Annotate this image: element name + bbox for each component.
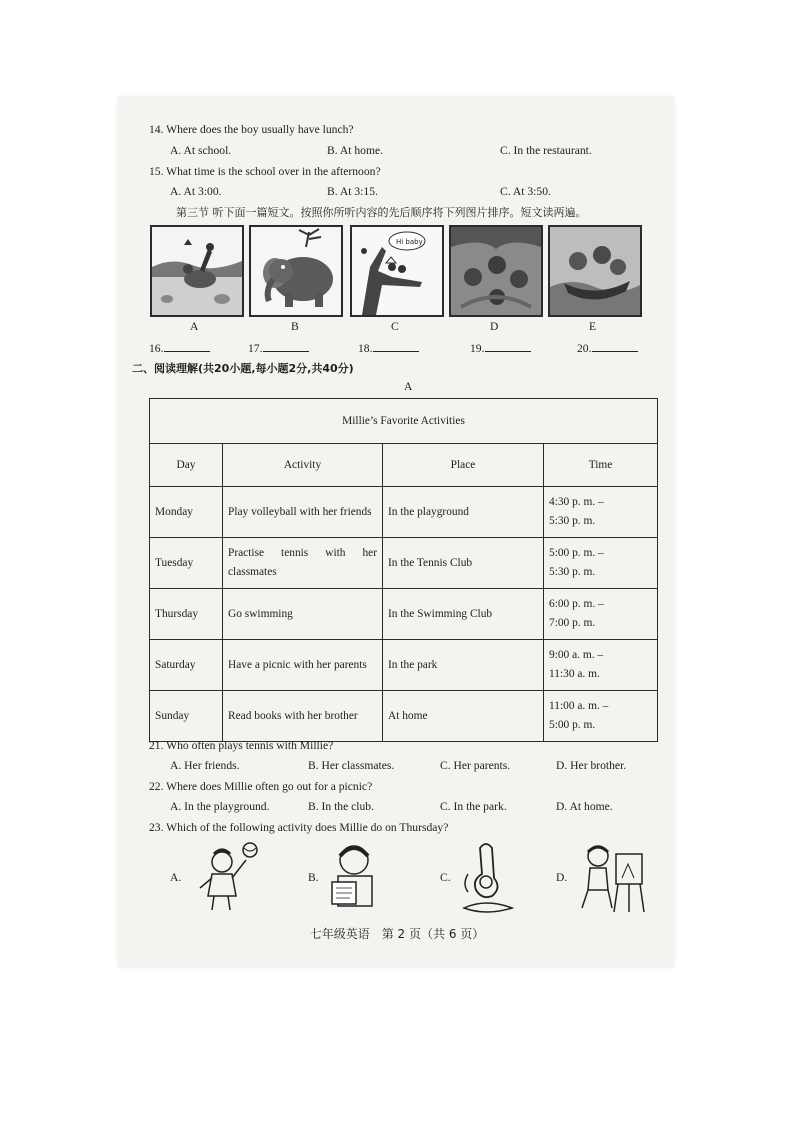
swimmer-icon — [456, 838, 526, 916]
picture-c-tree-birds — [350, 225, 444, 317]
header-activity: Activity — [223, 444, 383, 487]
q23-option-b: B. — [308, 871, 319, 884]
table-row — [150, 640, 658, 691]
q21-option-c: C. Her parents. — [440, 759, 511, 772]
q23-option-c: C. — [440, 871, 451, 884]
section3-instruction: 第三节 听下面一篇短文。按照你所听内容的先后顺序将下列图片排序。短文读两遍。 — [176, 206, 587, 219]
q22-option-a: A. In the playground. — [170, 800, 270, 813]
answer-blank-17[interactable]: 17. — [248, 340, 309, 355]
picture-label-d: D — [490, 320, 499, 333]
cell-time: 6:00 p. m. – 7:00 p. m. — [544, 589, 658, 640]
table-row — [150, 487, 658, 538]
cell-day: Tuesday — [150, 538, 223, 589]
reading-boy-icon — [320, 838, 390, 916]
table-row — [150, 538, 658, 589]
q23-option-a: A. — [170, 871, 182, 884]
painting-boy-icon — [576, 838, 646, 916]
cell-activity: Have a picnic with her parents — [223, 640, 383, 691]
answer-blank-16[interactable]: 16. — [149, 340, 210, 355]
cell-time: 5:00 p. m. – 5:30 p. m. — [544, 538, 658, 589]
cell-activity: Read books with her brother — [223, 691, 383, 742]
cell-day: Sunday — [150, 691, 223, 742]
page-footer: 七年级英语 第 2 页（共 6 页） — [309, 927, 485, 941]
cell-day: Monday — [150, 487, 223, 538]
picture-label-a: A — [190, 320, 199, 333]
header-time: Time — [544, 444, 658, 487]
question-15: 15. What time is the school over in the afternoon? — [149, 165, 381, 178]
cell-day: Thursday — [150, 589, 223, 640]
header-place: Place — [383, 444, 544, 487]
cell-time: 9:00 a. m. – 11:30 a. m. — [544, 640, 658, 691]
answer-blank-18[interactable]: 18. — [358, 340, 419, 355]
table-row — [150, 589, 658, 640]
cell-place: In the park — [383, 640, 544, 691]
picture-e-children-boat — [548, 225, 642, 317]
passage-label: A — [404, 380, 413, 393]
picture-b-elephant — [249, 225, 343, 317]
part2-heading: 二、阅读理解(共20小题,每小题2分,共40分) — [132, 362, 354, 375]
cell-place: In the Tennis Club — [383, 538, 544, 589]
speech-bubble-text: Hi baby — [396, 238, 423, 246]
q14-option-b: B. At home. — [327, 144, 384, 157]
picture-label-c: C — [391, 320, 399, 333]
q21-option-d: D. Her brother. — [556, 759, 627, 772]
volleyball-girl-icon — [188, 838, 258, 916]
picture-d-monkeys — [449, 225, 543, 317]
question-23: 23. Which of the following activity does Millie do on Thursday? — [149, 821, 449, 834]
cell-place: At home — [383, 691, 544, 742]
answer-blank-20[interactable]: 20. — [577, 340, 638, 355]
table-caption: Millie’s Favorite Activities — [150, 399, 658, 444]
q14-option-c: C. In the restaurant. — [500, 144, 592, 157]
question-21: 21. Who often plays tennis with Millie? — [149, 739, 334, 752]
q23-option-d: D. — [556, 871, 568, 884]
answer-blank-19[interactable]: 19. — [470, 340, 531, 355]
cell-place: In the playground — [383, 487, 544, 538]
q15-option-c: C. At 3:50. — [500, 185, 551, 198]
q14-option-a: A. At school. — [170, 144, 232, 157]
cell-day: Saturday — [150, 640, 223, 691]
q21-option-a: A. Her friends. — [170, 759, 240, 772]
header-day: Day — [150, 444, 223, 487]
q15-option-a: A. At 3:00. — [170, 185, 222, 198]
cell-time: 4:30 p. m. – 5:30 p. m. — [544, 487, 658, 538]
picture-label-e: E — [589, 320, 597, 333]
q22-option-d: D. At home. — [556, 800, 613, 813]
q22-option-c: C. In the park. — [440, 800, 507, 813]
q21-option-b: B. Her classmates. — [308, 759, 395, 772]
q22-option-b: B. In the club. — [308, 800, 375, 813]
cell-place: In the Swimming Club — [383, 589, 544, 640]
picture-a-birds — [150, 225, 244, 317]
question-22: 22. Where does Millie often go out for a picnic? — [149, 780, 373, 793]
picture-label-b: B — [291, 320, 299, 333]
question-14: 14. Where does the boy usually have lunch? — [149, 123, 354, 136]
q15-option-b: B. At 3:15. — [327, 185, 378, 198]
cell-activity: Play volleyball with her friends — [223, 487, 383, 538]
cell-time: 11:00 a. m. – 5:00 p. m. — [544, 691, 658, 742]
cell-activity: Practise tennis with her classmates — [223, 538, 383, 589]
table-row — [150, 691, 658, 742]
activities-table — [149, 398, 658, 742]
cell-activity: Go swimming — [223, 589, 383, 640]
